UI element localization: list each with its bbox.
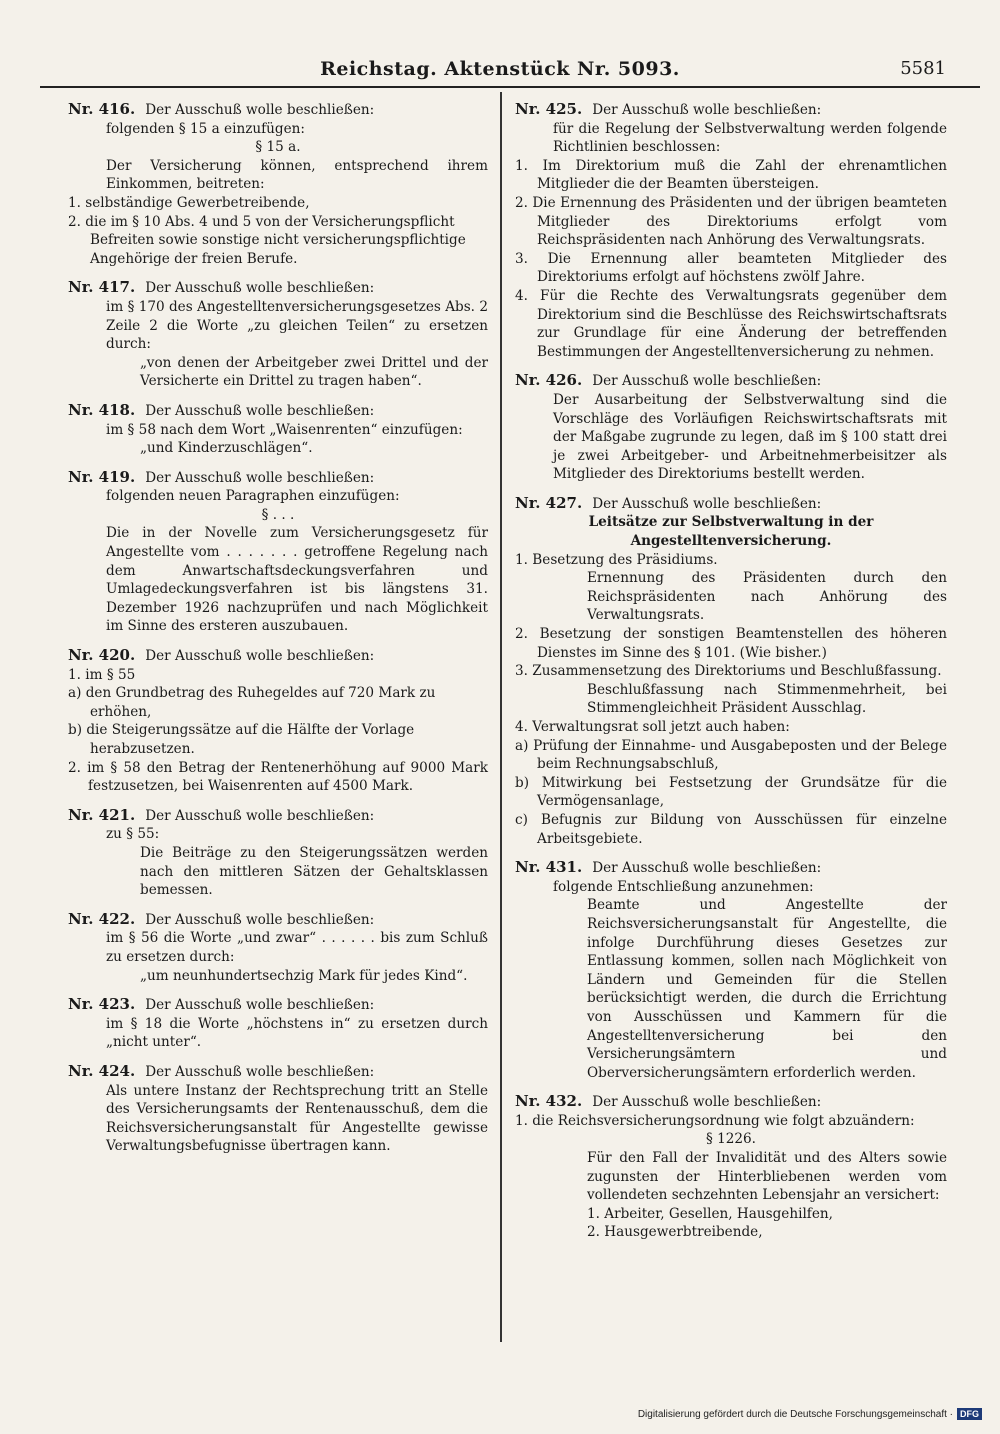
motion-intro: Der Ausschuß wolle beschließen: [145,911,375,928]
motion-entry [68,910,488,985]
text-paragraph: 2. Die Ernennung des Präsidenten und der übrigen beamteten Mitglieder des Direktoriums erfolgt vom Reichspräsidenten nach Anhörung des Verwaltungsrats. [515,194,947,249]
motion-number: Nr. 422. [68,909,136,928]
motion-entry [515,1092,947,1242]
motion-number: Nr. 427. [515,493,583,512]
motion-heading [68,806,488,826]
text-paragraph: 2. im § 58 den Betrag der Rentenerhöhung auf 9000 Mark festzusetzen, bei Waisenrenten auf 4500 Mark. [68,759,488,795]
motion-heading [68,910,488,930]
text-paragraph: 1. Im Direktorium muß die Zahl der ehrenamtlichen Mitglieder die der Beamten übersteigen. [515,157,947,193]
motion-intro: Der Ausschuß wolle beschließen: [592,1094,822,1111]
text-paragraph: folgenden § 15 a einzufügen: [106,120,305,137]
footer-text: Digitalisierung gefördert durch die Deutsche Forschungsgemeinschaft · [637,1408,953,1420]
motion-number: Nr. 431. [515,858,583,877]
text-paragraph: 2. die im § 10 Abs. 4 und 5 von der Versicherungspflicht Befreiten sowie sonstige nicht versicherungspflichtige Angehörige der freien Berufe. [68,213,466,267]
motion-entry [515,371,947,484]
motion-number: Nr. 432. [515,1092,583,1111]
text-paragraph: 1. im § 55 [68,666,136,683]
motion-intro: Der Ausschuß wolle beschließen: [592,860,822,877]
motion-entry [68,806,488,900]
text-paragraph: folgende Entschließung anzunehmen: [553,878,814,895]
text-paragraph: § . . . [261,506,295,523]
text-paragraph: b) die Steigerungssätze auf die Hälfte der Vorlage herabzusetzen. [68,722,415,757]
motion-intro: Der Ausschuß wolle beschließen: [145,648,375,665]
motion-number: Nr. 418. [68,400,136,419]
text-paragraph: 4. Für die Rechte des Verwaltungsrats gegenüber dem Direktorium sind die Beschlüsse des Reichswirtschaftsrats zur Grundlage für eine Änderung der betreffenden Bestimmungen der Angestelltenversicherung zu nehmen. [515,287,947,360]
text-paragraph: „und Kinderzuschlägen“. [140,440,313,457]
text-paragraph: Die Beiträge zu den Steigerungssätzen werden nach den mittleren Sätzen der Gehaltsklassen bemessen. [140,844,488,899]
page-number: 5581 [900,58,946,79]
text-paragraph: Als untere Instanz der Rechtsprechung tritt an Stelle des Versicherungsamts der Rentenausschuß, dem die Reichsversicherungsanstalt für Angestellte gewisse Verwaltungsbefugnisse übertragen kann. [106,1082,488,1155]
motion-entry [68,995,488,1052]
text-paragraph: § 15 a. [255,139,301,156]
right-column [515,100,947,1252]
text-paragraph: a) Prüfung der Einnahme- und Ausgabeposten und der Belege beim Rechnungsabschluß, [515,737,947,773]
motion-intro: Der Ausschuß wolle beschließen: [592,373,822,390]
text-paragraph: Der Ausarbeitung der Selbstverwaltung sind die Vorschläge des Vorläufigen Reichswirtschaftsrats mit der Maßgabe zugrunde zu legen, daß im § 100 statt drei je zwei Arbeitgeber- und Arbeitnehmerbeisitzer als Mitglieder des Direktoriums bestellt werden. [553,391,947,483]
dfg-logo: DFG [957,1408,982,1420]
motion-heading [68,468,488,488]
text-paragraph: Leitsätze zur Selbstverwaltung in der Angestelltenversicherung. [588,514,874,550]
text-paragraph: § 1226. [705,1131,757,1148]
motion-number: Nr. 416. [68,100,136,118]
motion-entry [515,494,947,848]
text-paragraph: c) Befugnis zur Bildung von Ausschüssen für einzelne Arbeitsgebiete. [515,811,947,847]
text-paragraph: Beamte und Angestellte der Reichsversicherungsanstalt für Angestellte, die infolge Durchführung dieses Gesetzes zur Entlassung kommen, sollen nach Möglichkeit von Ländern und Gemeinden für die Stellen berücksichtigt werden, die durch die Errichtung von Ausschüssen und Kammern für die Angestelltenversicherung bei den Versicherungsämtern und Oberversicherungsämtern erforderlich werden. [587,897,947,1081]
page-title: Reichstag. Aktenstück Nr. 5093. [320,58,680,80]
text-paragraph: im § 58 nach dem Wort „Waisenrenten“ einzufügen: [106,421,463,438]
motion-intro: Der Ausschuß wolle beschließen: [145,807,375,824]
footer [638,1408,982,1420]
motion-intro: Der Ausschuß wolle beschließen: [145,280,375,297]
motion-intro: Der Ausschuß wolle beschließen: [145,1063,375,1080]
motion-intro: Der Ausschuß wolle beschließen: [592,102,822,118]
motion-heading [68,278,488,298]
motion-heading [68,1062,488,1082]
motion-number: Nr. 426. [515,371,583,390]
text-paragraph: zu § 55: [106,826,160,843]
motion-entry [68,1062,488,1156]
motion-number: Nr. 424. [68,1061,136,1080]
motion-number: Nr. 421. [68,805,136,824]
motion-entry [515,858,947,1082]
header-rule [40,86,980,88]
motion-heading [515,494,947,514]
text-paragraph: 2. Hausgewerbtreibende, [587,1224,763,1241]
text-paragraph: 4. Verwaltungsrat soll jetzt auch haben: [515,719,790,735]
motion-heading [515,858,947,878]
motion-intro: Der Ausschuß wolle beschließen: [145,469,375,486]
text-paragraph: 1. die Reichsversicherungsordnung wie folgt abzuändern: [515,1112,915,1129]
motion-heading [68,401,488,421]
motion-number: Nr. 419. [68,467,136,486]
left-column [68,100,488,1166]
text-paragraph: „um neunhundertsechzig Mark für jedes Kind“. [140,967,468,984]
motion-number: Nr. 417. [68,278,136,297]
text-paragraph: Ernennung des Präsidenten durch den Reichspräsidenten nach Anhörung des Verwaltungsrats. [587,570,947,624]
motion-intro: Der Ausschuß wolle beschließen: [145,102,375,118]
motion-number: Nr. 420. [68,646,136,665]
text-paragraph: „von denen der Arbeitgeber zwei Drittel und der Versicherte ein Drittel zu tragen haben“. [140,354,488,390]
text-paragraph: Beschlußfassung nach Stimmenmehrheit, bei Stimmengleichheit Präsident Ausschlag. [587,681,947,717]
motion-heading [68,995,488,1015]
text-paragraph: b) Mitwirkung bei Festsetzung der Grundsätze für die Vermögensanlage, [515,774,947,810]
text-paragraph: für die Regelung der Selbstverwaltung werden folgende Richtlinien beschlossen: [553,120,947,156]
motion-number: Nr. 423. [68,995,136,1014]
motion-intro: Der Ausschuß wolle beschließen: [592,495,822,512]
motion-heading [515,100,947,120]
text-paragraph: a) den Grundbetrag des Ruhegeldes auf 720 Mark zu erhöhen, [68,685,436,720]
motion-heading [68,100,488,120]
motion-heading [68,646,488,666]
page-header [40,54,960,88]
text-paragraph: Die in der Novelle zum Versicherungsgesetz für Angestellte vom . . . . . . . getroffene Regelung nach dem Anwartschaftsdeckungsverfahren und Umlagedeckungsverfahren ist bis längstens 31. Dezember 1926 nachzuprüfen und nach Möglichkeit im Sinne des ersteren auszubauen. [106,525,488,635]
text-paragraph: 1. Arbeiter, Gesellen, Hausgehilfen, [587,1205,833,1222]
text-paragraph: 2. Besetzung der sonstigen Beamtenstellen des höheren Dienstes im Sinne des § 101. (Wie bisher.) [515,626,947,661]
text-paragraph: 3. Die Ernennung aller beamteten Mitglieder des Direktoriums erfolgt auf höchstens zwölf Jahre. [515,250,947,286]
text-paragraph: 3. Zusammensetzung des Direktoriums und Beschlußfassung. [515,663,942,680]
motion-entry [68,468,488,636]
text-paragraph: im § 18 die Worte „höchstens in“ zu ersetzen durch „nicht unter“. [106,1015,488,1051]
text-paragraph: Der Versicherung können, entsprechend ihrem Einkommen, beitreten: [106,157,488,193]
motion-entry [515,100,947,361]
motion-intro: Der Ausschuß wolle beschließen: [145,402,375,419]
motion-heading [515,1092,947,1112]
text-paragraph: Für den Fall der Invalidität und des Alters sowie zugunsten der Hinterbliebenen werden vom vollendeten sechzehnten Lebensjahr an versichert: [587,1150,947,1204]
text-paragraph: folgenden neuen Paragraphen einzufügen: [106,488,400,505]
motion-entry [68,100,488,268]
motion-heading [515,371,947,391]
text-paragraph: 1. selbständige Gewerbetreibende, [68,194,310,211]
motion-intro: Der Ausschuß wolle beschließen: [145,997,375,1014]
text-paragraph: im § 170 des Angestelltenversicherungsgesetzes Abs. 2 Zeile 2 die Worte „zu gleichen Teilen“ zu ersetzen durch: [106,298,488,353]
text-paragraph: im § 56 die Worte „und zwar“ . . . . . . bis zum Schluß zu ersetzen durch: [106,930,488,965]
motion-entry [68,278,488,391]
motion-entry [68,646,488,796]
motion-entry [68,401,488,458]
text-paragraph: 1. Besetzung des Präsidiums. [515,551,718,568]
motion-number: Nr. 425. [515,100,583,118]
column-divider [500,92,502,1342]
